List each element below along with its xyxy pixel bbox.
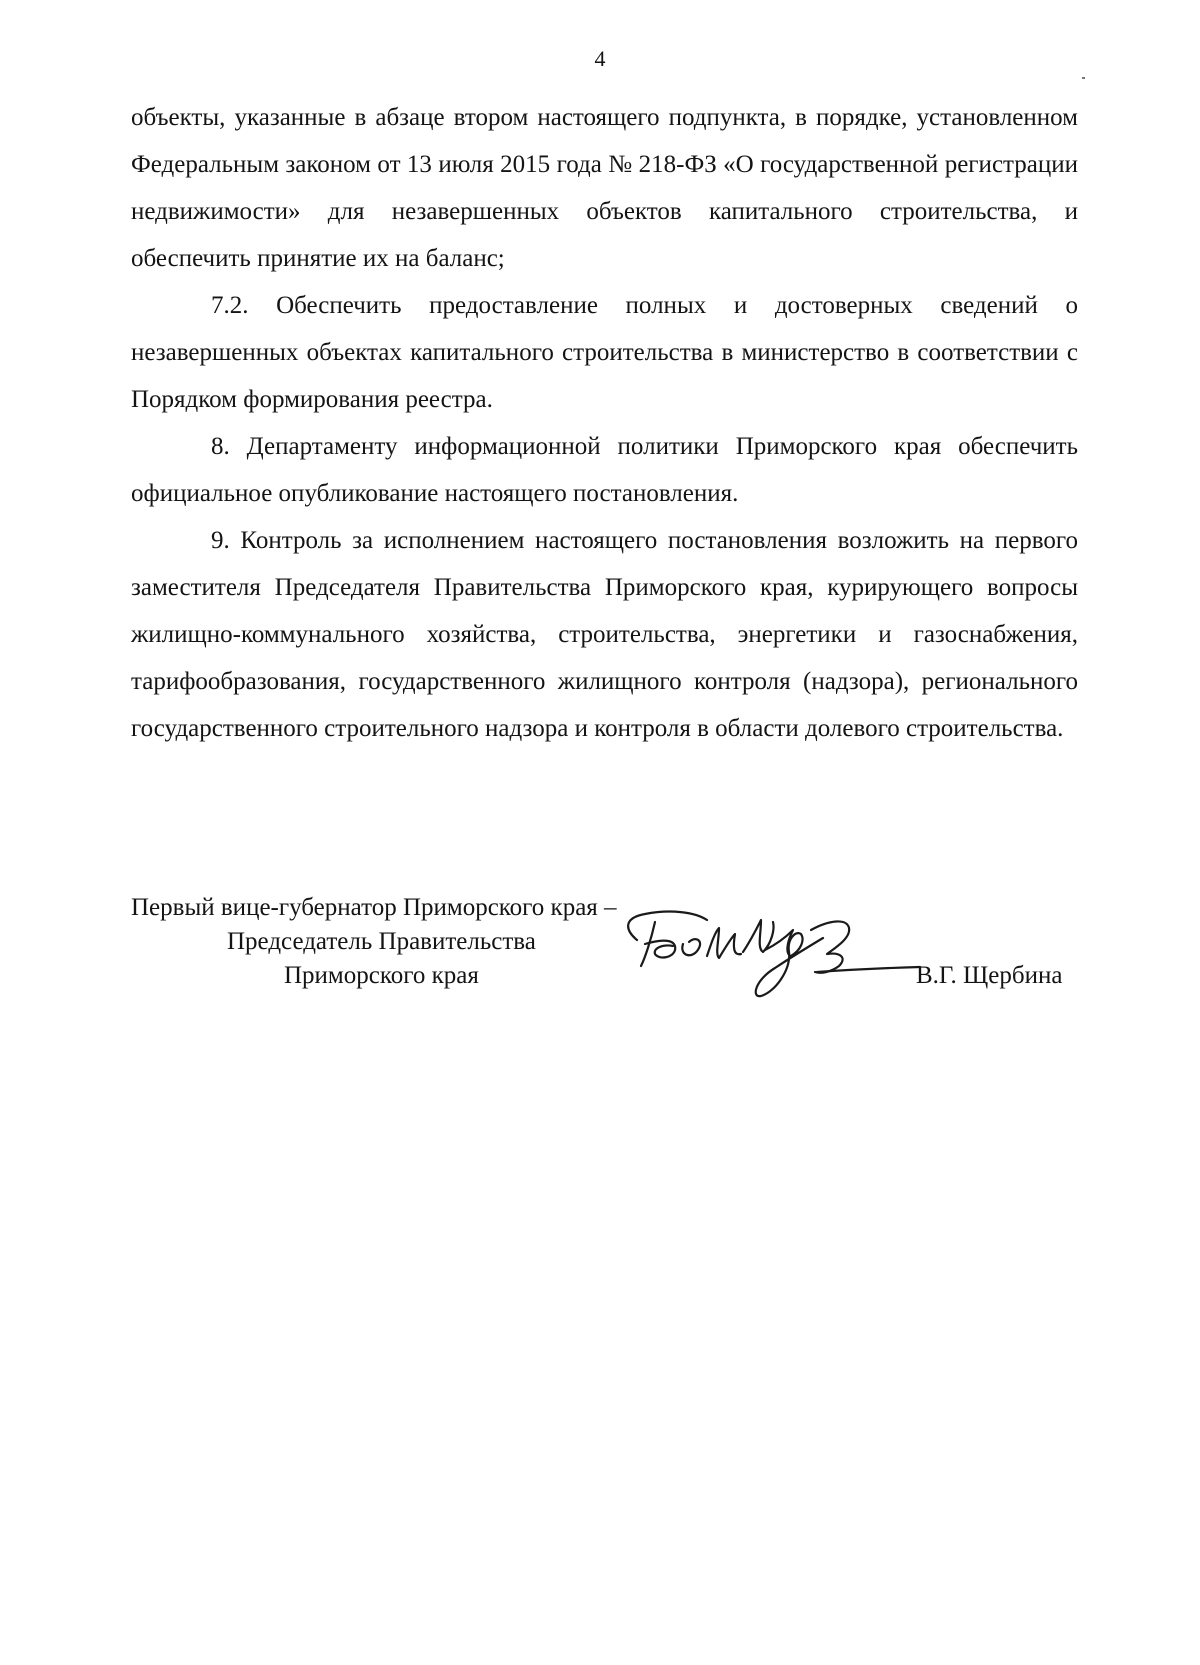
signatory-title-line-3: Приморского края	[284, 962, 479, 989]
signatory-title-line-2: Председатель Правительства	[227, 928, 536, 955]
signatory-title-line-1: Первый вице-губернатор Приморского края –	[131, 894, 617, 921]
scan-speck	[1082, 77, 1085, 79]
page-number: 4	[594, 46, 606, 71]
paragraph-8: 8. Департаменту информационной политики Приморского края обеспечить официальное опубликование настоящего постановления.	[131, 433, 1078, 507]
paragraph-continuation: объекты, указанные в абзаце втором настоящего подпункта, в порядке, установленном Федеральным законом от 13 июля 2015 года № 218-ФЗ «О государственной регистрации недвижимости» для незавершенных объектов капитального строительства, и обеспечить принятие их на баланс;	[131, 104, 1078, 272]
paragraph-7-2: 7.2. Обеспечить предоставление полных и достоверных сведений о незавершенных объектах капитального строительства в министерство в соответствии с Порядком формирования реестра.	[131, 292, 1078, 413]
signer-name: В.Г. Щербина	[916, 962, 1063, 989]
handwritten-signature	[615, 900, 935, 1020]
document-body	[131, 94, 1078, 752]
paragraph-9: 9. Контроль за исполнением настоящего постановления возложить на первого заместителя Председателя Правительства Приморского края, курирующего вопросы жилищно-коммунального хозяйства, строительства, энергетики и газоснабжения, тарифообразования, государственного жилищного контроля (надзора), регионального государственного строительного надзора и контроля в области долевого строительства.	[131, 527, 1078, 742]
